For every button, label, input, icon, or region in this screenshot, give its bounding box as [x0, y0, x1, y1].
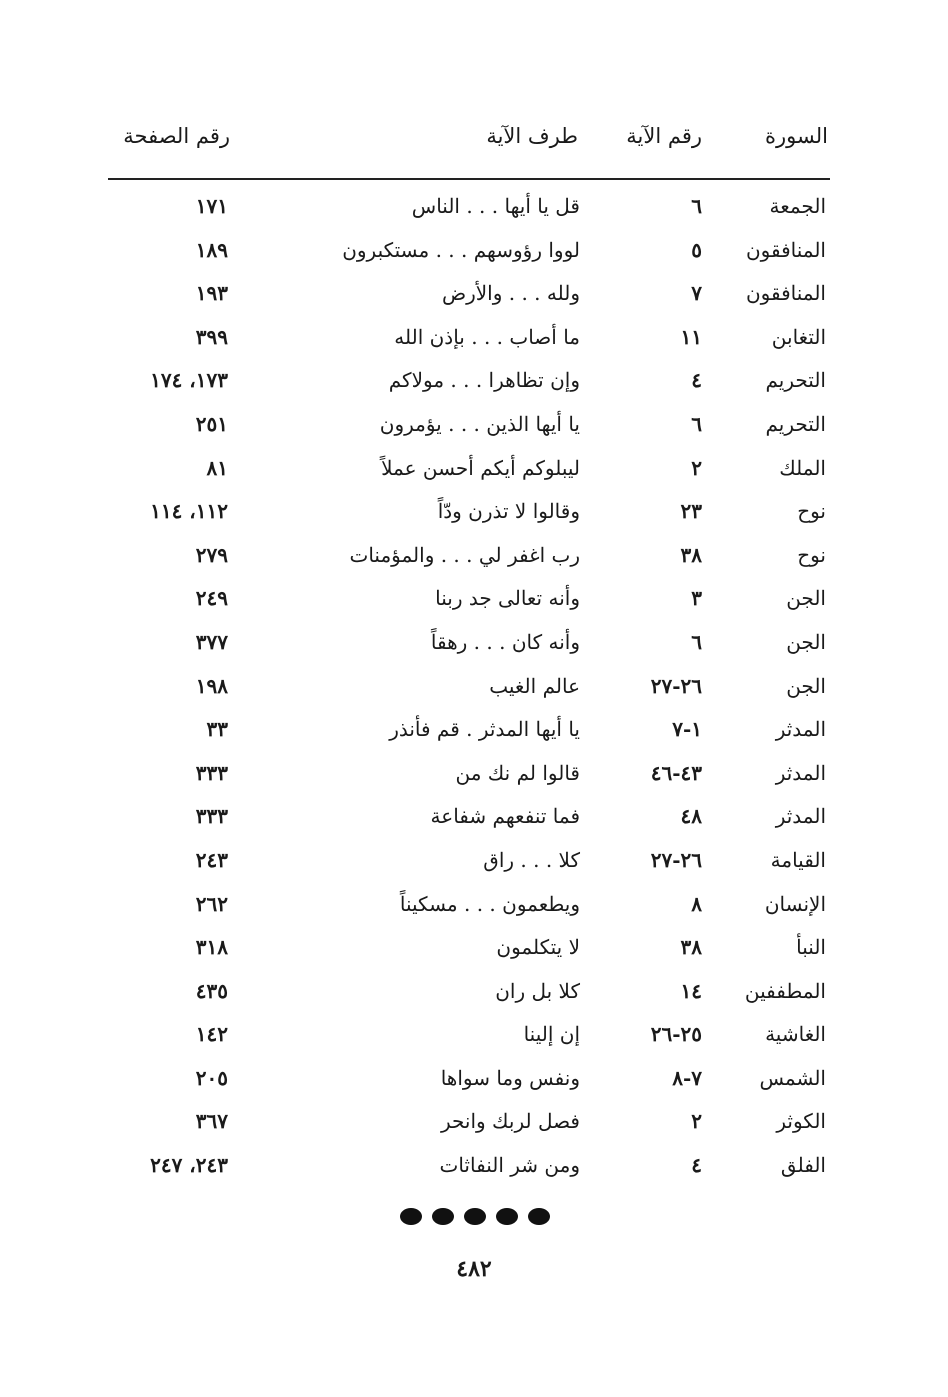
- header-surah: السورة: [765, 124, 828, 148]
- ayah-number-cell: ٧: [691, 281, 702, 306]
- ayah-number-cell: ٢: [691, 1109, 702, 1134]
- surah-cell: الكوثر: [776, 1109, 826, 1134]
- ayah-text-cell: ولله . . . والأرض: [441, 281, 580, 306]
- surah-cell: المدثر: [775, 760, 826, 785]
- ayah-number-cell: ٤: [691, 1153, 702, 1178]
- ayah-text-cell: كلا بل ران: [495, 978, 580, 1003]
- surah-cell: الشمس: [759, 1065, 826, 1090]
- ayah-number-cell: ١٤: [680, 978, 702, 1003]
- page-number-cell: ٢٠٥: [195, 1065, 228, 1090]
- page-number-cell: ٣٣: [206, 717, 228, 742]
- page-number-cell: ١٤٢: [195, 1022, 228, 1047]
- ayah-number-cell: ٤٣-٤٦: [650, 760, 702, 785]
- page-number-cell: ١٧٣، ١٧٤: [150, 368, 228, 393]
- table-row: [0, 578, 948, 622]
- table-row: [0, 230, 948, 274]
- surah-cell: الجن: [786, 586, 826, 611]
- table-row: [0, 1145, 948, 1189]
- page-number-cell: ٢٥١: [195, 411, 228, 436]
- header-ayah-number: رقم الآية: [626, 124, 702, 148]
- table-row: [0, 448, 948, 492]
- ayah-text-cell: وأنه كان . . . رهقاً: [430, 629, 580, 654]
- ayah-number-cell: ٧-٨: [672, 1065, 702, 1090]
- ayah-text-cell: ليبلوكم أيكم أحسن عملاً: [381, 455, 580, 480]
- surah-cell: النبأ: [796, 935, 826, 960]
- page-number-cell: ١٩٣: [195, 281, 228, 306]
- table-row: [0, 535, 948, 579]
- surah-cell: المنافقون: [745, 281, 826, 306]
- surah-cell: المدثر: [775, 804, 826, 829]
- page-number-cell: ٨١: [206, 455, 228, 480]
- ayah-text-cell: وقالوا لا تذرن ودّاً: [437, 499, 580, 524]
- ayah-text-cell: إن إلينا: [523, 1022, 580, 1047]
- ayah-number-cell: ٢٥-٢٦: [650, 1022, 702, 1047]
- table-row: [0, 404, 948, 448]
- ayah-number-cell: ٤: [691, 368, 702, 393]
- surah-cell: المطففين: [744, 978, 826, 1003]
- page-number-cell: ١٨٩: [195, 237, 228, 262]
- ayah-text-cell: ويطعمون . . . مسكيناً: [399, 891, 580, 916]
- ayah-text-cell: قالوا لم نك من: [455, 760, 580, 785]
- surah-cell: التحريم: [765, 411, 826, 436]
- table-row: [0, 186, 948, 230]
- ayah-number-cell: ٣: [691, 586, 702, 611]
- page-number-cell: ٣٧٧: [195, 629, 228, 654]
- table-row: [0, 317, 948, 361]
- table-row: [0, 971, 948, 1015]
- ayah-number-cell: ٢: [691, 455, 702, 480]
- surah-cell: الجمعة: [769, 194, 826, 218]
- surah-cell: الجن: [786, 673, 826, 698]
- page-number-cell: ١٩٨: [195, 673, 228, 698]
- ayah-number-cell: ٢٦-٢٧: [650, 673, 702, 698]
- table-row: [0, 273, 948, 317]
- table-row: [0, 666, 948, 710]
- page-number-cell: ٣٩٩: [195, 324, 228, 349]
- index-table-body: [0, 186, 948, 1189]
- surah-cell: التغابن: [771, 324, 826, 349]
- ayah-text-cell: ومن شر النفاثات: [439, 1153, 580, 1178]
- page-number-cell: ٣٣٣: [195, 760, 228, 785]
- ayah-text-cell: ما أصاب . . . بإذن الله: [394, 324, 580, 349]
- table-row: [0, 360, 948, 404]
- page-number-cell: ١٧١: [195, 194, 228, 218]
- ayah-number-cell: ٥: [691, 237, 702, 262]
- ayah-text-cell: لووا رؤوسهم . . . مستكبرون: [342, 237, 580, 262]
- header-page-number: رقم الصفحة: [123, 124, 230, 148]
- ayah-number-cell: ٦: [691, 411, 702, 436]
- ayah-text-cell: فما تنفعهم شفاعة: [430, 804, 580, 829]
- surah-cell: الغاشية: [765, 1022, 826, 1047]
- surah-cell: الملك: [779, 455, 826, 480]
- page-number-cell: ١١٢، ١١٤: [150, 499, 228, 524]
- table-row: [0, 622, 948, 666]
- ayah-text-cell: وأنه تعالى جد ربنا: [435, 586, 580, 611]
- surah-cell: الإنسان: [764, 891, 826, 916]
- ayah-text-cell: كلا . . . راق: [483, 847, 580, 872]
- surah-cell: المنافقون: [745, 237, 826, 262]
- surah-cell: المدثر: [775, 717, 826, 742]
- ayah-text-cell: ونفس وما سواها: [440, 1065, 580, 1090]
- table-row: [0, 491, 948, 535]
- table-row: [0, 1014, 948, 1058]
- page-number-cell: ٢٤٩: [195, 586, 228, 611]
- table-row: [0, 753, 948, 797]
- page-number-cell: ٣٣٣: [195, 804, 228, 829]
- ayah-number-cell: ٨: [691, 891, 702, 916]
- ayah-number-cell: ٢٣: [680, 499, 702, 524]
- ornament-dot: [400, 1208, 422, 1225]
- page-number-cell: ٤٣٥: [195, 978, 228, 1003]
- page-number-cell: ٣٦٧: [195, 1109, 228, 1134]
- page-number-cell: ٢٤٣، ٢٤٧: [150, 1153, 228, 1178]
- ornament-dot: [464, 1208, 486, 1225]
- ayah-text-cell: رب اغفر لي . . . والمؤمنات: [349, 542, 580, 567]
- page-number-cell: ٢٧٩: [195, 542, 228, 567]
- header-ayah-text: طرف الآية: [486, 124, 578, 148]
- section-end-ornament: [400, 1208, 550, 1228]
- table-header: [108, 118, 828, 158]
- surah-cell: نوح: [797, 499, 826, 524]
- ayah-number-cell: ٢٦-٢٧: [650, 847, 702, 872]
- ornament-dot: [528, 1208, 550, 1225]
- ayah-text-cell: يا أيها المدثر . قم فأنذر: [389, 717, 580, 742]
- table-row: [0, 884, 948, 928]
- page-number-cell: ٢٤٣: [195, 847, 228, 872]
- ayah-text-cell: فصل لربك وانحر: [440, 1109, 580, 1134]
- page-number: ٤٨٢: [456, 1256, 492, 1282]
- table-row: [0, 840, 948, 884]
- surah-cell: الفلق: [780, 1153, 826, 1178]
- header-divider: [108, 178, 830, 180]
- ayah-number-cell: ٤٨: [680, 804, 702, 829]
- ayah-number-cell: ٦: [691, 629, 702, 654]
- surah-cell: القيامة: [770, 847, 826, 872]
- ayah-number-cell: ١-٧: [672, 717, 702, 742]
- ayah-text-cell: لا يتكلمون: [496, 935, 580, 960]
- ayah-number-cell: ٣٨: [680, 542, 702, 567]
- table-row: [0, 1058, 948, 1102]
- page-number-cell: ٣١٨: [195, 935, 228, 960]
- table-row: [0, 927, 948, 971]
- ayah-number-cell: ٣٨: [680, 935, 702, 960]
- ayah-text-cell: وإن تظاهرا . . . مولاكم: [388, 368, 580, 393]
- table-row: [0, 709, 948, 753]
- ayah-number-cell: ٦: [691, 194, 702, 218]
- ayah-number-cell: ١١: [680, 324, 702, 349]
- surah-cell: نوح: [797, 542, 826, 567]
- ayah-text-cell: عالم الغيب: [489, 673, 580, 698]
- table-row: [0, 1101, 948, 1145]
- surah-cell: الجن: [786, 629, 826, 654]
- ayah-text-cell: قل يا أيها . . . الناس: [411, 194, 580, 218]
- table-row: [0, 796, 948, 840]
- surah-cell: التحريم: [765, 368, 826, 393]
- ayah-text-cell: يا أيها الذين . . . يؤمرون: [379, 411, 580, 436]
- ornament-dot: [496, 1208, 518, 1225]
- page-number-cell: ٢٦٢: [195, 891, 228, 916]
- ornament-dot: [432, 1208, 454, 1225]
